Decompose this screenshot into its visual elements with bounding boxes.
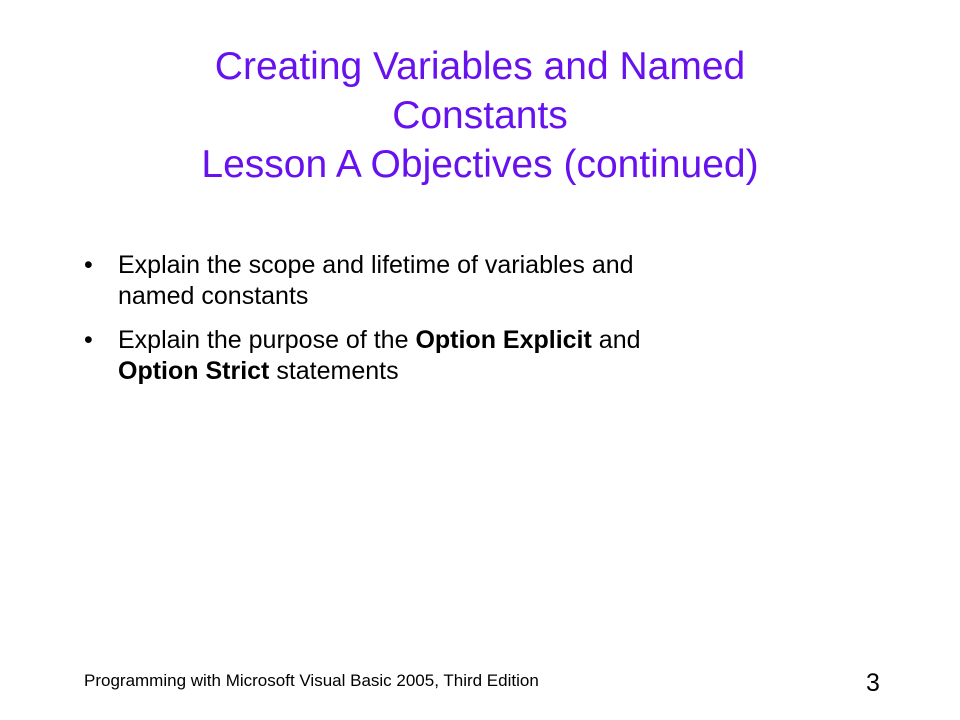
bullet-bold-term: Option Strict (118, 357, 270, 385)
title-line: Lesson A Objectives (continued) (201, 143, 759, 186)
bullet-item (84, 325, 884, 387)
bullet-text-line: Explain the scope and lifetime of variables and (118, 251, 634, 279)
bullet-text: Explain the purpose of the (118, 326, 416, 354)
bullet-item (84, 250, 884, 312)
bullet-text-line: named constants (118, 282, 309, 310)
bullet-list (84, 250, 884, 400)
title-line: Constants (392, 94, 568, 137)
title-line: Creating Variables and Named (214, 45, 746, 88)
bullet-text: and (591, 326, 641, 354)
bullet-icon: • (84, 326, 93, 354)
bullet-text: statements (269, 357, 399, 385)
bullet-icon: • (84, 251, 93, 279)
page-number: 3 (866, 669, 880, 697)
slide-title (80, 42, 880, 189)
bullet-bold-term: Option Explicit (415, 326, 592, 354)
footer-text: Programming with Microsoft Visual Basic 2005, Third Edition (84, 671, 539, 690)
